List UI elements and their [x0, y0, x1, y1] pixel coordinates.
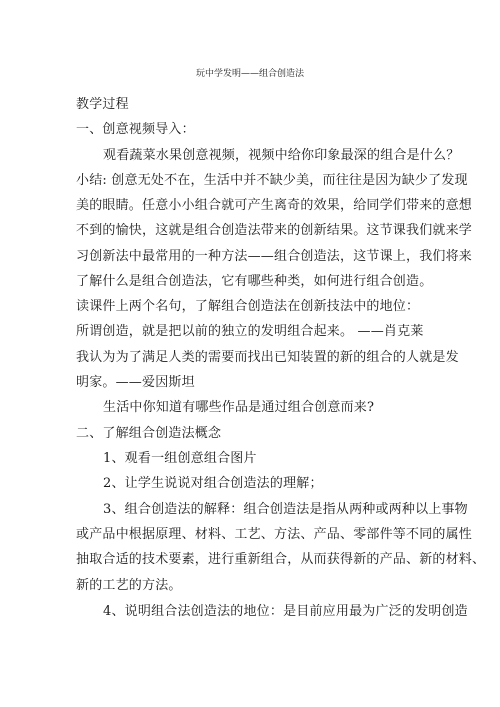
quote-line: 明家。——爱因斯坦	[76, 375, 195, 390]
paragraph-line: 观看蔬菜水果创意视频，视频中给你印象最深的组合是什么？	[103, 148, 460, 163]
paragraph-line: 习创新法中最常用的一种方法——组合创造法，这节课上，我们将来	[76, 249, 473, 264]
section-label: 教学过程	[76, 97, 129, 112]
paragraph-line: 小结: 创意无处不在，生活中并不缺少美，而往往是因为缺少了发现	[76, 173, 468, 188]
paragraph-line: 生活中你知道有哪些作品是通过组合创意而来?	[103, 400, 375, 415]
list-item: 1、观看一组创意组合图片	[103, 451, 257, 466]
paragraph-line: 读课件上两个名句，了解组合创造法在创新技法中的地位：	[76, 299, 420, 314]
quote-line: 我认为为了满足人类的需要而找出已知装置的新的组合的人就是发	[76, 350, 459, 365]
list-item: 2、让学生说说对组合创造法的理解；	[103, 476, 323, 491]
paragraph-line: 新的工艺的方法。	[76, 578, 182, 593]
section-heading: 一、创意视频导入：	[76, 122, 195, 137]
paragraph-line: 不到的愉快，这就是组合创造法带来的创新结果。这节课我们就来学	[76, 223, 473, 238]
quote-line: 所谓创造，就是把以前的独立的发明组合起来。 ——肖克莱	[76, 324, 424, 339]
list-item: 4、说明组合法创造法的地位：是目前应用最为广泛的发明创造	[103, 604, 468, 619]
paragraph-line: 或产品中根据原理、材料、工艺、方法、产品、零部件等不同的属性	[76, 527, 473, 542]
paragraph-line: 美的眼睛。任意小小组合就可产生离奇的效果，给同学们带来的意想	[76, 198, 473, 213]
document-title: 玩中学发明——组合创造法	[195, 69, 304, 79]
list-item: 3、组合创造法的解释：组合创造法是指从两种或两种以上事物	[103, 502, 468, 517]
section-heading: 二、了解组合创造法概念	[76, 426, 222, 441]
paragraph-line: 了解什么是组合创造法，它有哪些种类，如何进行组合创造。	[76, 274, 433, 289]
paragraph-line: 抽取合适的技术要素，进行重新组合，从而获得新的产品、新的材料、	[76, 552, 486, 567]
